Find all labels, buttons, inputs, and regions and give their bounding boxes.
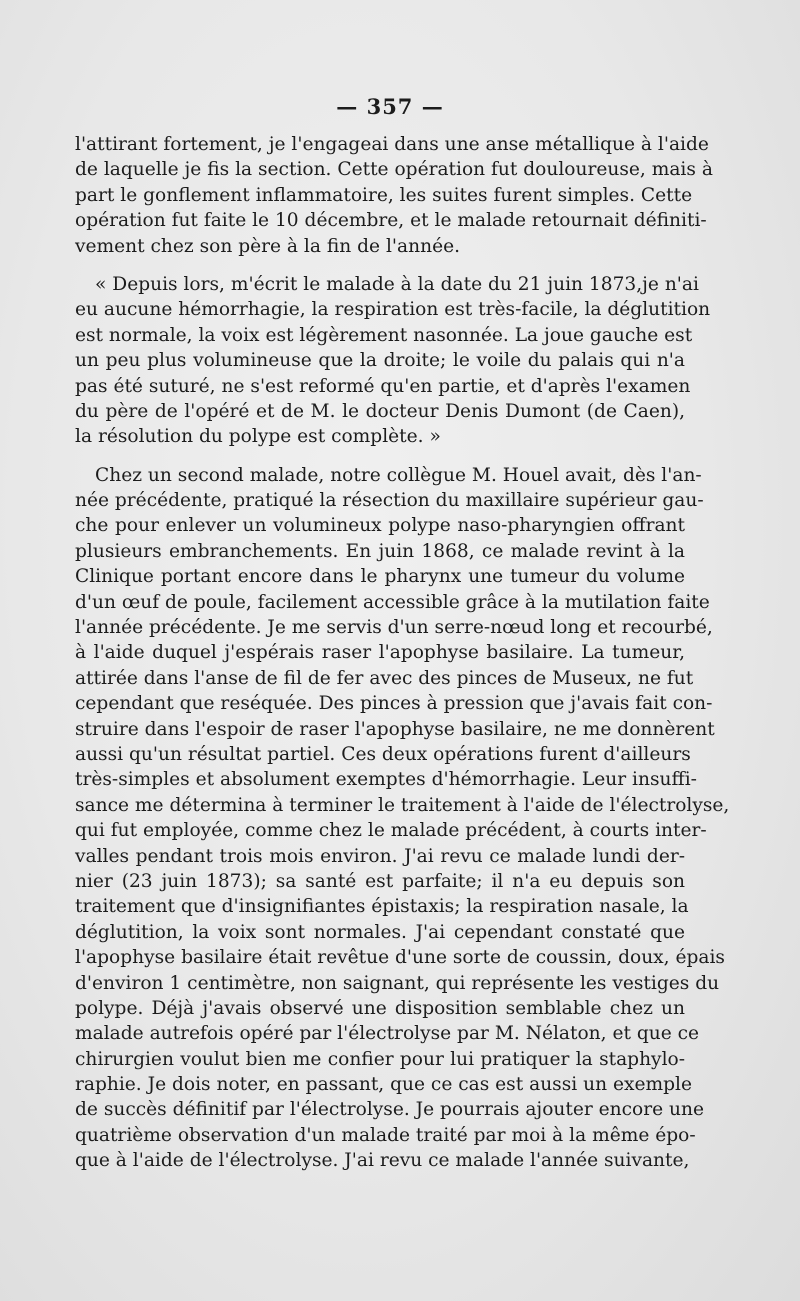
text-line: vement chez son père à la fin de l'année. (75, 235, 460, 257)
text-line: née précédente, pratiqué la résection du maxillaire supérieur gau- (75, 490, 704, 512)
text-line: l'attirant fortement, je l'engageai dans une anse métallique à l'aide (75, 134, 709, 155)
text-line: Chez un second malade, notre collègue M. Houel avait, dès l'an- (95, 464, 702, 486)
text-line: nier (23 juin 1873); sa santé est parfaite; il n'a eu depuis son (75, 870, 685, 892)
text-line: part le gonflement inflammatoire, les suites furent simples. Cette (75, 184, 693, 206)
paragraph-3 (75, 463, 730, 1174)
text-line: d'environ 1 centimètre, non saignant, qui représente les vestiges du (75, 972, 720, 994)
text-line: est normale, la voix est légèrement nasonnée. La joue gauche est (75, 324, 693, 346)
text-line: chirurgien voulut bien me confier pour lui pratiquer la staphylo- (75, 1048, 685, 1070)
text-line: plusieurs embranchements. En juin 1868, ce malade revint à la (75, 540, 685, 562)
text-line: cependant que reséquée. Des pinces à pression que j'avais fait con- (75, 693, 713, 715)
text-line: attirée dans l'anse de fil de fer avec des pinces de Museux, ne fut (75, 667, 694, 689)
body-text (75, 132, 730, 1174)
text-line: déglutition, la voix sont normales. J'ai cependant constaté que (75, 921, 685, 943)
text-line: de succès définitif par l'électrolyse. Je pourrais ajouter encore une (75, 1099, 704, 1121)
text-line: opération fut faite le 10 décembre, et le malade retournait définiti- (75, 210, 707, 232)
paragraph-gap (75, 259, 685, 272)
text-line: pas été suturé, ne s'est reformé qu'en partie, et d'après l'examen (75, 375, 691, 397)
text-line: sance me détermina à terminer le traitement à l'aide de l'électrolyse, (75, 794, 730, 816)
paragraph-1 (75, 132, 713, 259)
text-line: de laquelle je fis la section. Cette opération fut douloureuse, mais à (75, 159, 713, 181)
text-line: « Depuis lors, m'écrit le malade à la date du 21 juin 1873,je n'ai (95, 273, 699, 295)
text-line: l'année précédente. Je me servis d'un serre-nœud long et recourbé, (75, 617, 713, 639)
text-line: d'un œuf de poule, facilement accessible grâce à la mutilation faite (75, 591, 710, 613)
paragraph-2 (75, 272, 711, 450)
text-line: un peu plus volumineuse que la droite; le voile du palais qui n'a (75, 350, 685, 372)
text-line: Clinique portant encore dans le pharynx une tumeur du volume (75, 566, 685, 588)
text-line: la résolution du polype est complète. » (75, 426, 441, 448)
text-line: du père de l'opéré et de M. le docteur Denis Dumont (de Caen), (75, 400, 685, 422)
text-line: malade autrefois opéré par l'électrolyse par M. Nélaton, et que ce (75, 1023, 700, 1045)
text-line: très-simples et absolument exemptes d'hémorrhagie. Leur insuffi- (75, 769, 697, 791)
paragraph-gap (75, 450, 685, 463)
text-line: l'apophyse basilaire était revêtue d'une sorte de coussin, doux, épais (75, 947, 725, 969)
text-line: eu aucune hémorrhagie, la respiration est très-facile, la déglutition (75, 299, 711, 321)
text-line: struire dans l'espoir de raser l'apophyse basilaire, ne me donnèrent (75, 718, 715, 740)
text-line: à l'aide duquel j'espérais raser l'apophyse basilaire. La tumeur, (75, 642, 685, 664)
page-number: — 357 — (336, 94, 444, 119)
text-line: che pour enlever un volumineux polype naso-pharyngien offrant (75, 515, 685, 537)
text-line: qui fut employée, comme chez le malade précédent, à courts inter- (75, 820, 707, 842)
text-line: polype. Déjà j'avais observé une disposition semblable chez un (75, 997, 685, 1019)
text-line: valles pendant trois mois environ. J'ai revu ce malade lundi der- (75, 845, 685, 867)
text-line: que à l'aide de l'électrolyse. J'ai revu ce malade l'année suivante, (75, 1150, 690, 1172)
text-block (75, 94, 730, 1174)
text-line: quatrième observation d'un malade traité par moi à la même épo- (75, 1124, 696, 1146)
text-line: aussi qu'un résultat partiel. Ces deux opérations furent d'ailleurs (75, 743, 691, 765)
text-line: traitement que d'insignifiantes épistaxis; la respiration nasale, la (75, 896, 689, 918)
text-line: raphie. Je dois noter, en passant, que ce cas est aussi un exemple (75, 1074, 692, 1096)
